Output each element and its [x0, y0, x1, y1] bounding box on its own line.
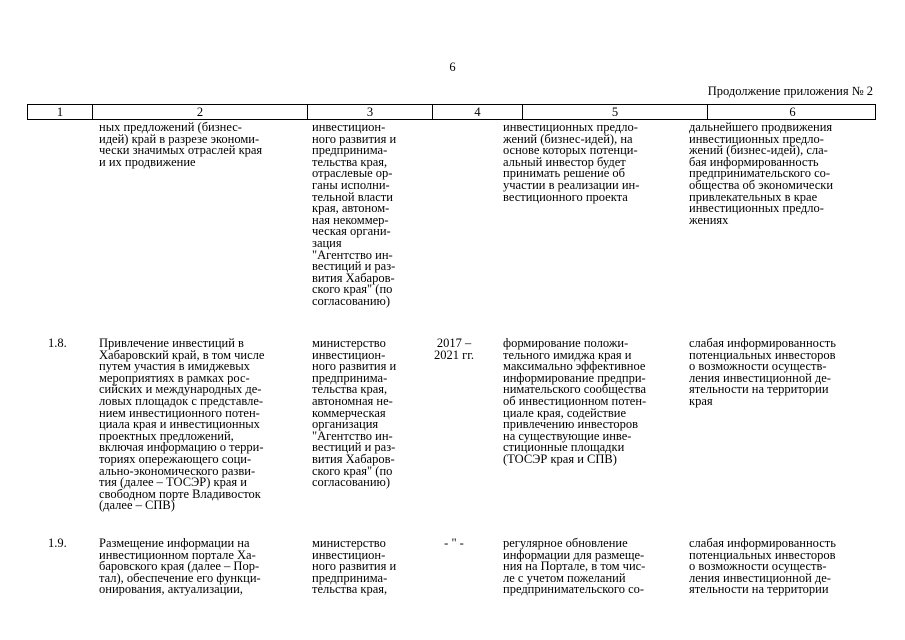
period-cell: - " - [444, 536, 464, 550]
problem-cell: слабая информированность потенциальных инвесторов о возможности осуществ- ления инвестиционной де- ятельности на территории края [689, 336, 836, 408]
executor-cell: министерство инвестицион- ного развития и предпринима- тельства края, [312, 536, 397, 597]
row-number: 1.9. [48, 536, 67, 550]
measure-cell: Привлечение инвестиций в Хабаровский край, в том числе путем участия в имиджевых мероприятиях в рамках рос- сийских и международных де- ловых площадок с представле- нием инвестиционного потен- циала края и инвестиционных проектных предложений, включая информацию о терри- ториях опережающего соци- ально-экономического разви- тия (далее – ТОСЭР) края и свободном порте Владивосток (далее – СПВ) [99, 336, 265, 513]
table-header [27, 104, 876, 120]
result-cell: формирование положи- тельного имиджа края и максимально эффективное информирование предпри- нимательского сообщества об инвестиционном потен- циале края, содействие привлечению инвесторов на существующие инве- стиционные площадки (ТОСЭР края и СПВ) [503, 336, 647, 466]
page-number: 6 [449, 60, 456, 74]
measure-cell: Размещение информации на инвестиционном портале Ха- баровского края (далее – Пор- тал), обеспечение его функци- онирования, актуализации, [99, 536, 261, 597]
result-cell: регулярное обновление информации для размеще- ния на Портале, в том чис- ле с учетом пожеланий предпринимательского со- [503, 536, 646, 597]
result-cell: инвестиционных предло- жений (бизнес-идей), на основе которых потенци- альный инвестор будет принимать решение об участии в реализации ин- вестиционного проекта [503, 120, 640, 204]
period-cell: 2017 – 2021 гг. [433, 336, 475, 362]
header-col-6: 6 [789, 105, 796, 119]
header-col-4: 4 [433, 105, 523, 119]
problem-cell: слабая информированность потенциальных инвесторов о возможности осуществ- ления инвестиционной де- ятельности на территории [689, 536, 836, 597]
continuation-label: Продолжение приложения № 2 [707, 84, 873, 98]
header-col-3: 3 [308, 105, 433, 119]
measure-cell: ных предложений (бизнес- идей) край в разрезе экономи- чески значимых отраслей края и их продвижение [99, 120, 263, 169]
header-col-2: 2 [93, 105, 308, 119]
executor-cell: инвестицион- ного развития и предпринима- тельства края, отраслевые ор- ганы исполни- тельной власти края, автоном- ная некоммер- ческая органи- зация "Агентство ин- вестиций и раз- вития Хабаров- ского края" (по согласованию) [312, 120, 397, 308]
problem-cell: дальнейшего продвижения инвестиционных предло- жений (бизнес-идей), сла- бая информированность предпринимательского со- общества об экономически привлекательных в крае инвестиционных предло- жениях [689, 120, 834, 227]
header-col-1: 1 [28, 105, 93, 119]
row-number: 1.8. [48, 336, 67, 350]
executor-cell: министерство инвестицион- ного развития и предпринима- тельства края, автономная не- коммерческая организация "Агентство ин- вестиций и раз- вития Хабаров- ского края" (по согласованию) [312, 336, 397, 490]
header-col-5: 5 [523, 105, 708, 119]
